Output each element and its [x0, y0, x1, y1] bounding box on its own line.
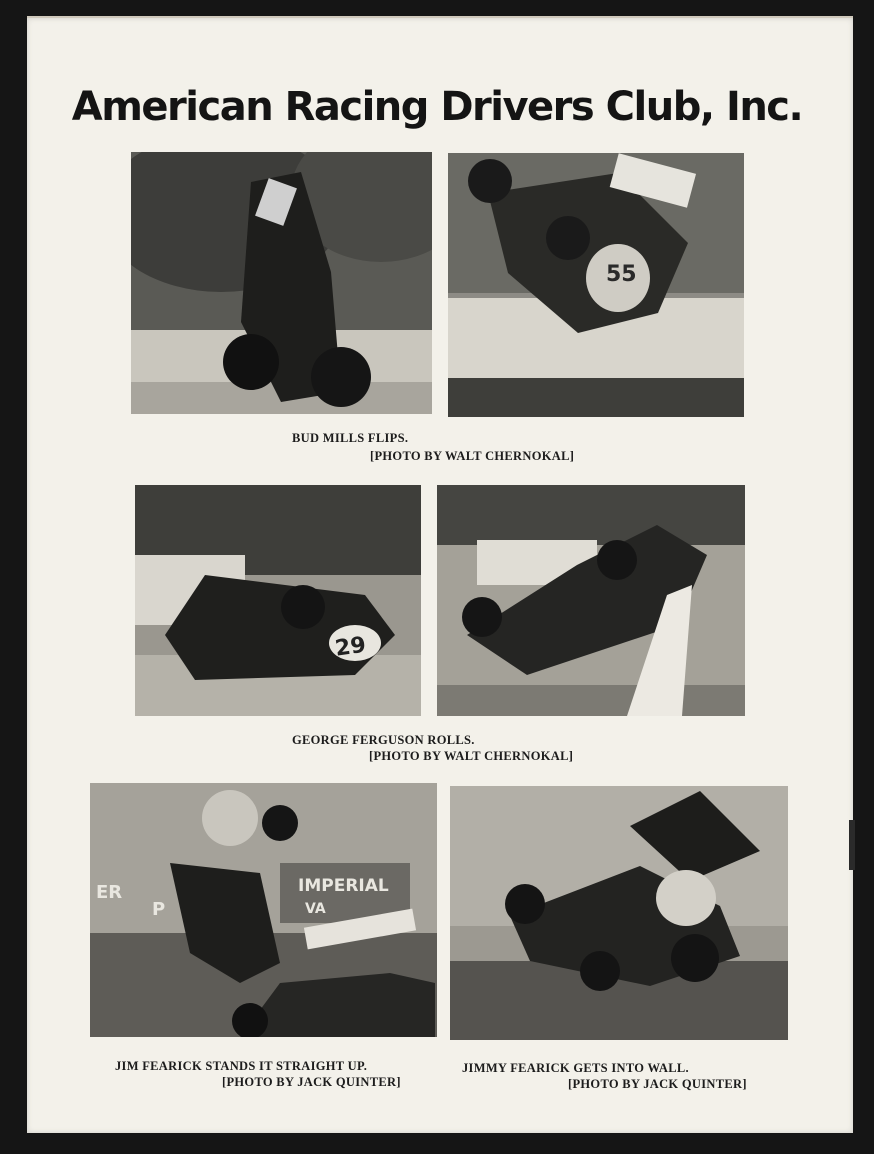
- wall-sign-p: P: [152, 899, 166, 920]
- caption-2-credit: [PHOTO BY WALT CHERNOKAL]: [369, 749, 574, 763]
- caption-2-title: GEORGE FERGUSON ROLLS.: [292, 733, 475, 747]
- caption-1-title: BUD MILLS FLIPS.: [292, 431, 409, 445]
- photo-bud-mills-flip-1: [131, 152, 432, 414]
- car-number-29: 29: [333, 632, 368, 662]
- page-title: American Racing Drivers Club, Inc.: [71, 84, 803, 130]
- caption-3-credit: [PHOTO BY JACK QUINTER]: [222, 1075, 401, 1089]
- photo-jimmy-fearick-wall: [450, 786, 788, 1040]
- wall-sign-imperial: IMPERIAL: [298, 876, 389, 896]
- caption-1-credit: [PHOTO BY WALT CHERNOKAL]: [370, 449, 575, 463]
- car-number-55: 55: [606, 262, 637, 287]
- photo-jim-fearick-straight-up: [90, 783, 437, 1037]
- caption-4-credit: [PHOTO BY JACK QUINTER]: [568, 1077, 747, 1091]
- photo-bud-mills-flip-2: [448, 153, 744, 417]
- photo-george-ferguson-roll-2: [437, 485, 745, 716]
- binding-tab: [849, 820, 855, 870]
- caption-3-title: JIM FEARICK STANDS IT STRAIGHT UP.: [115, 1059, 368, 1073]
- wall-sign-er: ER: [96, 882, 123, 903]
- photo-george-ferguson-roll-1: [135, 485, 421, 716]
- caption-4-title: JIMMY FEARICK GETS INTO WALL.: [462, 1061, 689, 1075]
- wall-sign-va: VA: [305, 901, 326, 917]
